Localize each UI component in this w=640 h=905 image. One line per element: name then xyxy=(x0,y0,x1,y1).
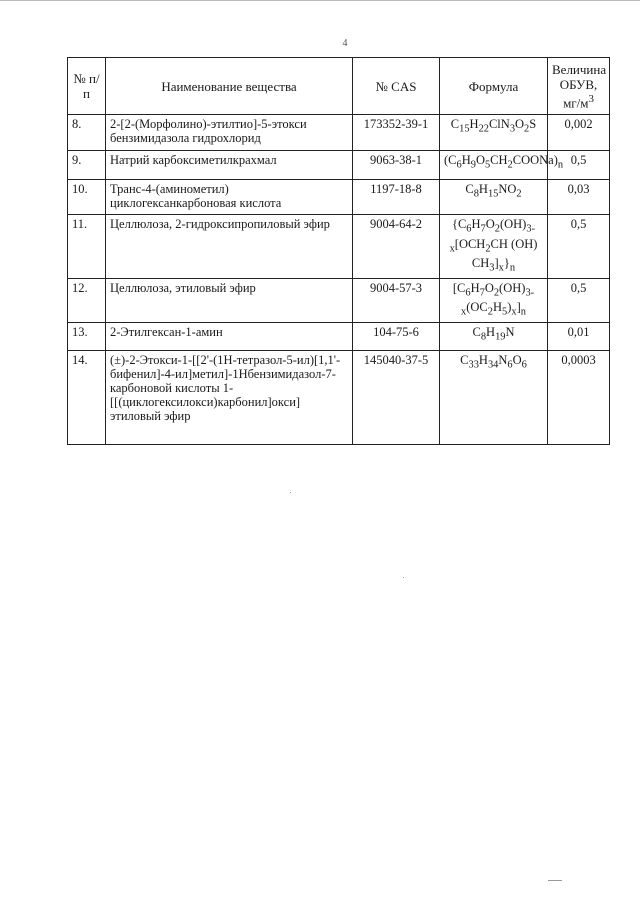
obuv-value: 0,01 xyxy=(548,322,610,350)
header-value-unit: мг/м xyxy=(563,95,589,111)
substance-name: 2-[2-(Морфолино)-этилтио]-5-этокси бензимидазола гидрохлорид xyxy=(106,115,353,151)
chemical-formula: $C_{15}H_{22}ClN_3O_2S$ xyxy=(440,115,548,151)
table-row xyxy=(68,151,610,180)
header-formula: Формула xyxy=(440,58,548,115)
obuv-value: 0,03 xyxy=(548,180,610,215)
cas-number: 9063-38-1 xyxy=(353,151,440,180)
row-number: 13. xyxy=(68,322,106,350)
header-cas: № CAS xyxy=(353,58,440,115)
substance-name: Транс-4-(аминометил) циклогексанкарбоновая кислота xyxy=(106,180,353,215)
row-number: 11. xyxy=(68,215,106,279)
page-number: 4 xyxy=(342,38,348,49)
row-number: 14. xyxy=(68,350,106,444)
substance-name: Целлюлоза, этиловый эфир xyxy=(106,278,353,322)
substances-table xyxy=(67,57,610,445)
cas-number: 173352-39-1 xyxy=(353,115,440,151)
row-number: 10. xyxy=(68,180,106,215)
table-row xyxy=(68,215,610,279)
cas-number: 1197-18-8 xyxy=(353,180,440,215)
table-row xyxy=(68,278,610,322)
cas-number: 145040-37-5 xyxy=(353,350,440,444)
obuv-value: 0,5 xyxy=(548,215,610,279)
table-row xyxy=(68,322,610,350)
obuv-value: 0,5 xyxy=(548,278,610,322)
chemical-formula: $C_8H_{19}N$ xyxy=(440,322,548,350)
header-number: № п/п xyxy=(68,58,106,115)
cas-number: 9004-64-2 xyxy=(353,215,440,279)
row-number: 12. xyxy=(68,278,106,322)
table-header-row xyxy=(68,58,610,115)
chemical-formula: $C_{33}H_{34}N_6O_6$ xyxy=(440,350,548,444)
cas-number: 104-75-6 xyxy=(353,322,440,350)
header-name: Наименование вещества xyxy=(106,58,353,115)
header-value-unit-sup: 3 xyxy=(588,92,594,105)
obuv-value: 0,5 xyxy=(548,151,610,180)
chemical-formula: $C_8H_{15}NO_2$ xyxy=(440,180,548,215)
table-row xyxy=(68,350,610,444)
obuv-value: 0,002 xyxy=(548,115,610,151)
chemical-formula: $[C_6H_7O_2(OH)_{3-x}(OC_2H_5)_x]_n$ xyxy=(440,278,548,322)
header-value-title: Величина ОБУВ, xyxy=(552,61,607,92)
chemical-formula: $(C_6H_9O_5CH_2COONa)_n$ xyxy=(440,151,548,180)
substance-name: Целлюлоза, 2-гидроксипропиловый эфир xyxy=(106,215,353,279)
table-row xyxy=(68,115,610,151)
scan-speck xyxy=(290,492,291,493)
scan-speck xyxy=(403,577,404,578)
obuv-value: 0,0003 xyxy=(548,350,610,444)
scan-speck xyxy=(548,880,562,881)
header-value xyxy=(548,58,610,115)
chemical-formula: {$C_6H_7O_2(OH)_{3-x}[OCH_2CH$ (OH) $CH_3]_x\}_n$ xyxy=(440,215,548,279)
substance-name: (±)-2-Этокси-1-[[2'-(1H-тетразол-5-ил)[1,1'-бифенил]-4-ил]метил]-1Hбензимидазол-7-карбоновой кислоты 1-[[(циклогексилокси)карбонил]окси] этиловый эфир xyxy=(106,350,353,444)
table-row xyxy=(68,180,610,215)
substance-name: Натрий карбоксиметилкрахмал xyxy=(106,151,353,180)
cas-number: 9004-57-3 xyxy=(353,278,440,322)
row-number: 8. xyxy=(68,115,106,151)
row-number: 9. xyxy=(68,151,106,180)
page-top-edge xyxy=(0,0,640,1)
substance-name: 2-Этилгексан-1-амин xyxy=(106,322,353,350)
